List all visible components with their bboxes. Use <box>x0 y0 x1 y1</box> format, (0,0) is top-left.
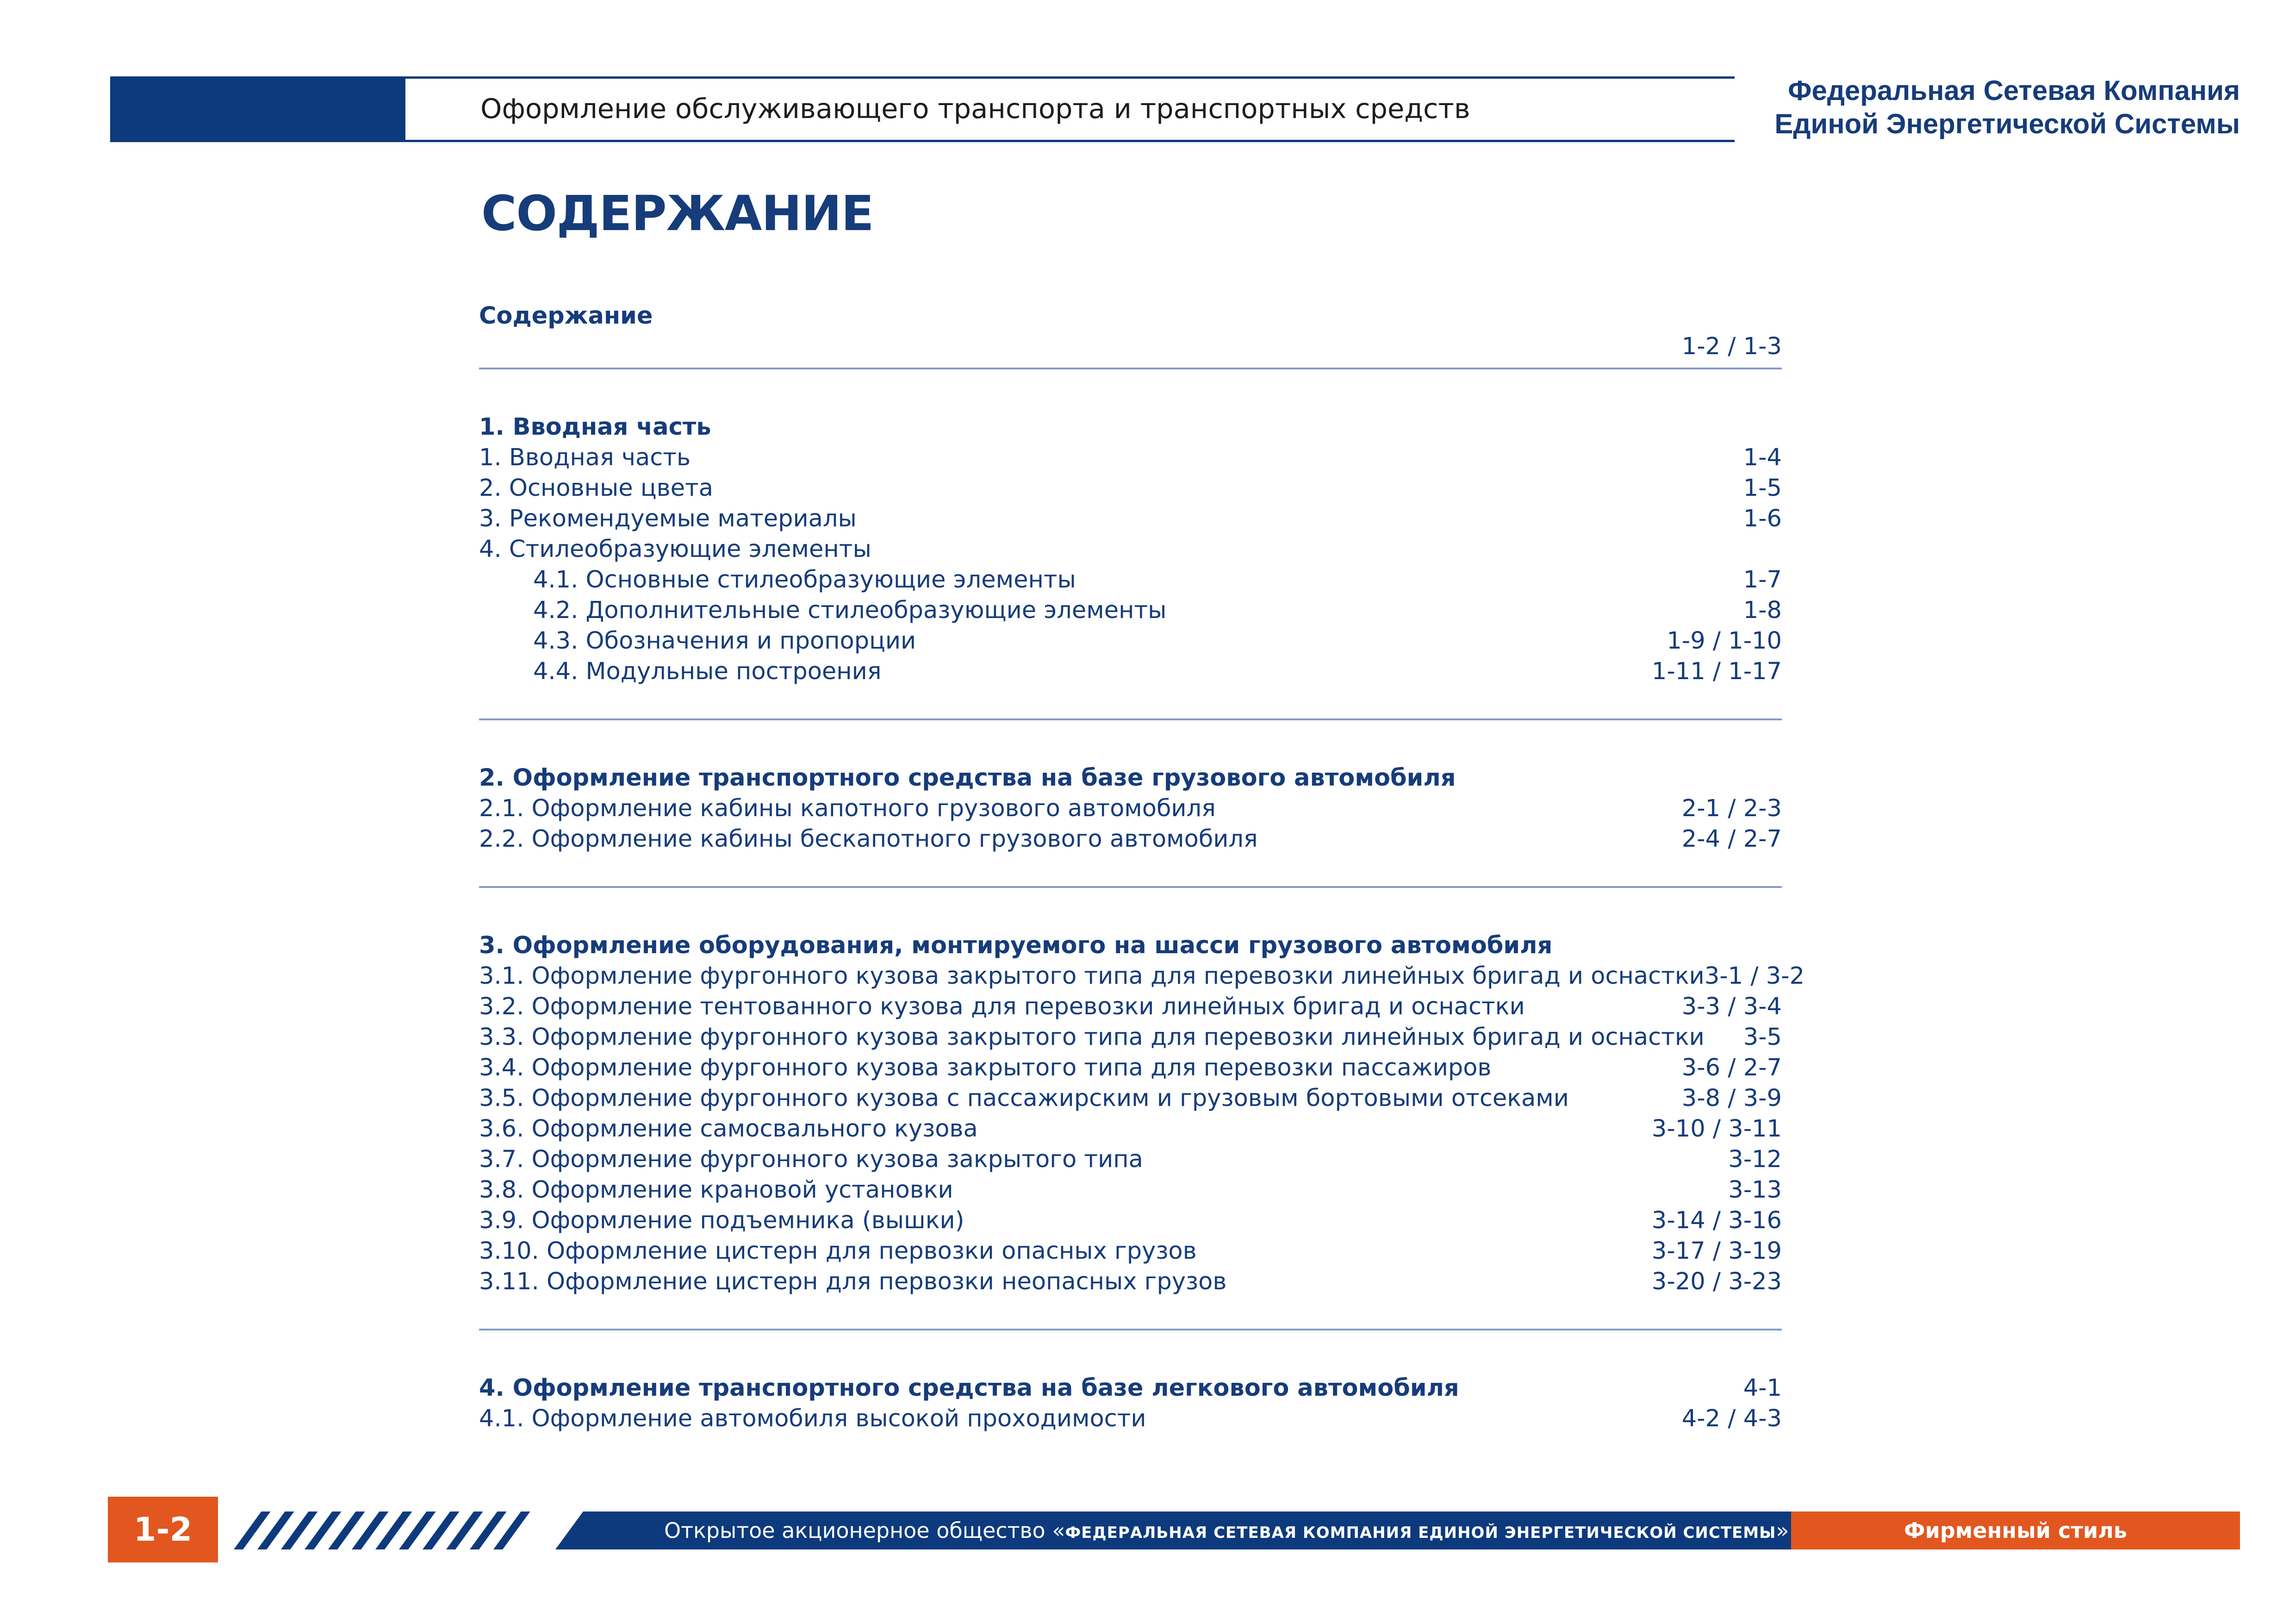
toc-entry[interactable] <box>479 1083 1782 1114</box>
toc-entry-label: 2.2. Оформление кабины бескапотного грузового автомобиля <box>479 825 1258 853</box>
toc-entry[interactable] <box>479 992 1782 1022</box>
footer-org-suffix: » <box>1776 1518 1789 1543</box>
toc-entry-page: 1-9 / 1-10 <box>1667 627 1782 655</box>
section-divider <box>479 886 1782 888</box>
toc-section-heading[interactable] <box>479 412 1782 443</box>
toc-entry[interactable] <box>479 504 1782 534</box>
footer-stripes-decoration <box>234 1512 558 1549</box>
toc-entry-page: 1-8 <box>1743 597 1782 624</box>
toc-entry-label: 4.2. Дополнительные стилеобразующие элементы <box>533 597 1167 624</box>
toc-entry[interactable] <box>479 656 1782 687</box>
toc-entry-label: 3.11. Оформление цистерн для первозки неопасных грузов <box>479 1268 1227 1295</box>
toc-entry[interactable] <box>479 961 1805 992</box>
section-divider <box>479 718 1782 720</box>
toc-entry[interactable] <box>479 1022 1782 1053</box>
toc-entry-page: 1-11 / 1-17 <box>1651 658 1782 685</box>
toc-entry-label: 3.10. Оформление цистерн для первозки опасных грузов <box>479 1237 1197 1265</box>
toc-entry-page: 2-4 / 2-7 <box>1681 825 1782 853</box>
toc-entry[interactable] <box>479 1267 1782 1297</box>
toc-entry-page: 3-5 <box>1743 1024 1782 1051</box>
toc-entry-page: 4-2 / 4-3 <box>1681 1405 1782 1432</box>
toc-entry-page: 1-6 <box>1743 505 1782 532</box>
toc-entry-label: 3. Рекомендуемые материалы <box>479 505 857 532</box>
toc-entry-label: 4.3. Обозначения и пропорции <box>533 627 916 655</box>
toc-entry-label: 3.7. Оформление фургонного кузова закрытого типа <box>479 1146 1143 1173</box>
toc-entry-label: 3.5. Оформление фургонного кузова с пассажирским и грузовым бортовыми отсеками <box>479 1085 1569 1112</box>
toc-entry-page: 1-2 / 1-3 <box>1681 333 1782 360</box>
toc-entry-page: 3-3 / 3-4 <box>1681 993 1782 1020</box>
toc-entry-label: 3.6. Оформление самосвального кузова <box>479 1115 978 1143</box>
toc-entry-label: 3.2. Оформление тентованного кузова для перевозки линейных бригад и оснастки <box>479 993 1525 1020</box>
toc-section-heading[interactable] <box>479 931 1782 961</box>
header-rule-bottom <box>405 140 1735 142</box>
toc-entry[interactable] <box>479 1144 1782 1175</box>
footer-org-name: ФЕДЕРАЛЬНАЯ СЕТЕВАЯ КОМПАНИЯ ЕДИНОЙ ЭНЕРГЕТИЧЕСКОЙ СИСТЕМЫ <box>1065 1524 1776 1542</box>
company-name <box>1574 74 2240 141</box>
document-title: Оформление обслуживающего транспорта и транспортных средств <box>480 93 1470 125</box>
toc-entry[interactable] <box>479 1175 1782 1206</box>
toc-entry-label: 4.1. Оформление автомобиля высокой проходимости <box>479 1405 1146 1432</box>
toc-entry-page: 3-20 / 3-23 <box>1651 1268 1782 1295</box>
toc-entry[interactable] <box>479 595 1782 626</box>
toc-entry-label: 4.1. Основные стилеобразующие элементы <box>533 566 1076 593</box>
toc-entry-label: 3.3. Оформление фургонного кузова закрытого типа для перевозки линейных бригад и оснастки <box>479 1024 1705 1051</box>
toc-entry[interactable] <box>479 626 1782 656</box>
toc-entry-page: 1-4 <box>1743 444 1782 471</box>
toc-entry-page: 1-5 <box>1743 475 1782 502</box>
toc-entry-page: 3-14 / 3-16 <box>1651 1207 1782 1234</box>
toc-heading-page: 4-1 <box>1743 1374 1782 1402</box>
toc-entry[interactable] <box>479 1053 1782 1083</box>
toc-entry[interactable] <box>479 565 1782 595</box>
footer-section-label: Фирменный стиль <box>1791 1512 2240 1549</box>
toc-entry-label: 3.8. Оформление крановой установки <box>479 1176 953 1204</box>
toc-entry[interactable] <box>479 1404 1782 1434</box>
section-divider <box>479 368 1782 369</box>
toc-entry-page: 3-6 / 2-7 <box>1681 1054 1782 1081</box>
company-name-line2: Единой Энергетической Системы <box>1774 108 2240 139</box>
page-number: 1-2 <box>108 1497 218 1562</box>
toc-entry-label: 4. Стилеобразующие элементы <box>479 536 871 563</box>
toc-entry-label: 3.9. Оформление подъемника (вышки) <box>479 1207 964 1234</box>
header-color-block <box>110 76 405 142</box>
toc-entry-label: 4.4. Модульные построения <box>533 658 882 685</box>
toc-entry-page: 3-10 / 3-11 <box>1651 1115 1782 1143</box>
toc-section-heading[interactable] <box>479 301 1782 331</box>
toc-heading-label: Содержание <box>479 302 653 330</box>
toc-entry[interactable] <box>479 1114 1782 1144</box>
toc-entry-label: 3.1. Оформление фургонного кузова закрытого типа для перевозки линейных бригад и оснастки <box>479 962 1705 990</box>
toc-entry[interactable] <box>479 473 1782 504</box>
toc-heading-label: 4. Оформление транспортного средства на базе легкового автомобиля <box>479 1374 1459 1402</box>
company-name-line1: Федеральная Сетевая Компания <box>1788 75 2240 106</box>
toc-entry[interactable] <box>479 443 1782 473</box>
footer-org-prefix: Открытое акционерное общество « <box>664 1518 1065 1543</box>
toc-entry-page: 3-8 / 3-9 <box>1681 1085 1782 1112</box>
toc-entry-page: 3-12 <box>1728 1146 1782 1173</box>
toc-section <box>479 1373 1782 1434</box>
section-divider <box>479 1329 1782 1330</box>
toc-section-heading[interactable] <box>479 1373 1782 1404</box>
toc-heading-label: 2. Оформление транспортного средства на базе грузового автомобиля <box>479 764 1456 792</box>
toc-entry-label: 3.4. Оформление фургонного кузова закрытого типа для перевозки пассажиров <box>479 1054 1492 1081</box>
toc-entry[interactable] <box>479 1236 1782 1267</box>
toc-entry-page: 3-17 / 3-19 <box>1651 1237 1782 1265</box>
page-title: СОДЕРЖАНИЕ <box>481 185 874 242</box>
toc-entry[interactable] <box>479 824 1782 855</box>
header-rule-top <box>405 76 1735 79</box>
toc-entry[interactable] <box>479 1206 1782 1236</box>
footer-organization <box>664 1512 1789 1549</box>
toc-section <box>479 412 1782 720</box>
toc-section <box>479 763 1782 888</box>
toc-entry[interactable] <box>479 793 1782 824</box>
toc-heading-label: 1. Вводная часть <box>479 413 711 441</box>
toc-entry-page: 2-1 / 2-3 <box>1681 795 1782 822</box>
toc-heading-label: 3. Оформление оборудования, монтируемого на шасси грузового автомобиля <box>479 932 1553 959</box>
table-of-contents <box>479 301 1805 1434</box>
toc-entry-label: 2. Основные цвета <box>479 475 713 502</box>
toc-entry-label: 1. Вводная часть <box>479 444 691 471</box>
toc-entry-page: 3-13 <box>1728 1176 1782 1204</box>
toc-entry-label: 2.1. Оформление кабины капотного грузового автомобиля <box>479 795 1216 822</box>
toc-entry[interactable] <box>479 534 1782 565</box>
toc-section-heading[interactable] <box>479 763 1782 793</box>
toc-entry[interactable] <box>479 331 1782 362</box>
toc-section <box>479 301 1782 369</box>
toc-entry-page: 3-1 / 3-2 <box>1704 962 1805 990</box>
toc-entry-page: 1-7 <box>1743 566 1782 593</box>
toc-section <box>479 931 1805 1330</box>
